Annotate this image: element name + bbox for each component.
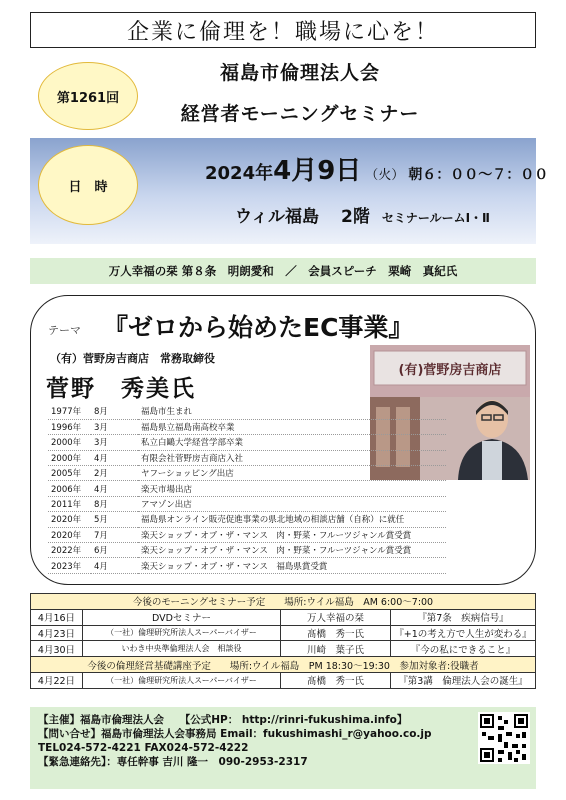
career-row — [48, 404, 446, 419]
career-event: 有限会社菅野房吉商店入社 — [138, 450, 446, 465]
career-year: 2000年 — [48, 435, 91, 450]
event-year: 2024年 — [205, 163, 274, 184]
seminar-title: 経営者モーニングセミナー — [180, 103, 420, 125]
venue-name: ウィル福島 — [235, 207, 319, 227]
slogan-text: 企業に倫理を！職場に心を！ — [126, 19, 439, 45]
career-row — [48, 496, 446, 511]
career-month: 4月 — [91, 558, 138, 573]
footer-contact — [30, 707, 536, 789]
career-row — [48, 558, 446, 573]
career-month: 2月 — [91, 466, 138, 481]
schedule-type: DVDセミナー — [83, 609, 281, 625]
footer-phone: TEL024-572-4221 FAX024-572-4222 — [38, 742, 249, 754]
basic-course-header — [31, 657, 536, 673]
schedule-row — [31, 672, 536, 688]
career-row — [48, 435, 446, 450]
career-month: 7月 — [91, 527, 138, 542]
footer-emergency: 【緊急連絡先】：専任幹事 吉川 隆一 090-2953-2317 — [38, 756, 308, 768]
career-row — [48, 481, 446, 496]
title-block — [150, 58, 450, 126]
morning-header-cell: 今後のモーニングセミナー予定 場所:ウイル福島 AM 6:00～7:00 — [31, 594, 536, 610]
lecture-theme: 『ゼロから始めたEC事業』 — [103, 313, 414, 342]
career-event: 楽天ショップ・オブ・ザ・マンス 福島県賞受賞 — [138, 558, 446, 573]
speaker-name: 菅野 秀美氏 — [46, 376, 196, 402]
venue-floor: 2階 — [340, 207, 370, 227]
career-month: 3月 — [91, 435, 138, 450]
career-month: 8月 — [91, 404, 138, 419]
session-number: 第1261回 — [56, 90, 120, 106]
career-year: 2005年 — [48, 466, 91, 481]
career-event: 福島市生まれ — [138, 404, 446, 419]
speaker-company: （有）菅野房吉商店 常務取締役 — [50, 352, 215, 365]
career-event: 楽天ショップ・オブ・ザ・マンス 肉・野菜・フルーツジャンル賞受賞 — [138, 527, 446, 542]
photo-shop-sign: (有)菅野房吉商店 — [398, 363, 502, 378]
slogan-banner — [30, 12, 536, 48]
career-year: 2020年 — [48, 512, 91, 527]
morning-schedule-header — [31, 594, 536, 610]
schedule-date: 4月22日 — [31, 672, 83, 688]
career-row — [48, 466, 446, 481]
career-event: 楽天ショップ・オブ・ザ・マンス 肉・野菜・フルーツジャンル賞受賞 — [138, 543, 446, 558]
career-table — [48, 404, 446, 574]
career-year: 2006年 — [48, 481, 91, 496]
career-event: 楽天市場出店 — [138, 481, 446, 496]
career-year: 2020年 — [48, 527, 91, 542]
career-event: ヤフーショッピング出店 — [138, 466, 446, 481]
career-event: 福島県立福島南高校卒業 — [138, 419, 446, 434]
career-month: 8月 — [91, 496, 138, 511]
career-year: 2011年 — [48, 496, 91, 511]
career-row — [48, 527, 446, 542]
career-row — [48, 450, 446, 465]
footer-host: 【主催】福島市倫理法人会 【公式HP： http://rinri-fukushima.info】 — [38, 714, 408, 726]
schedule-row — [31, 625, 536, 641]
career-event: 福島県オンライン販売促進事業の県北地域の相談店舗（自称）に就任 — [138, 512, 446, 527]
career-row — [48, 419, 446, 434]
career-row — [48, 543, 446, 558]
charter-band — [30, 258, 536, 284]
career-event: アマゾン出店 — [138, 496, 446, 511]
career-month: 5月 — [91, 512, 138, 527]
schedule-speaker: 川崎 葉子氏 — [281, 641, 391, 657]
schedule-date: 4月16日 — [31, 609, 83, 625]
schedule-topic: 『第3講 倫理法人会の誕生』 — [391, 672, 536, 688]
qr-code-icon[interactable] — [478, 712, 530, 764]
career-month: 4月 — [91, 450, 138, 465]
schedule-type: （一社）倫理研究所法人スーパーバイザー — [83, 625, 281, 641]
org-title: 福島市倫理法人会 — [219, 62, 380, 84]
career-row — [48, 512, 446, 527]
theme-label: テーマ — [48, 324, 81, 337]
schedule-topic: 『今の私にできること』 — [391, 641, 536, 657]
event-date — [205, 150, 548, 187]
schedule-row — [31, 641, 536, 657]
career-month: 6月 — [91, 543, 138, 558]
schedule-table — [30, 593, 536, 689]
schedule-speaker: 万人幸福の栞 — [281, 609, 391, 625]
schedule-type: （一社）倫理研究所法人スーパーバイザー — [83, 672, 281, 688]
career-month: 3月 — [91, 419, 138, 434]
qr-code-graphic — [478, 712, 530, 764]
schedule-date: 4月30日 — [31, 641, 83, 657]
schedule-type: いわき中央準倫理法人会 相談役 — [83, 641, 281, 657]
schedule-date: 4月23日 — [31, 625, 83, 641]
footer-contact-email: 【問い合せ】福島市倫理法人会事務局 Email：fukushimashi_r@yahoo.co.jp — [38, 728, 432, 740]
basic-header-cell: 今後の倫理経営基礎講座予定 場所:ウイル福島 PM 18:30～19:30 参加対象者:役職者 — [31, 657, 536, 673]
charter-text: 万人幸福の栞 第８条 明朗愛和 ／ 会員スピーチ 栗崎 真紀氏 — [108, 264, 458, 278]
career-month: 4月 — [91, 481, 138, 496]
schedule-topic: 『第7条 疾病信号』 — [391, 609, 536, 625]
event-month-day: 4月9日 — [273, 156, 362, 186]
career-year: 2022年 — [48, 543, 91, 558]
career-year: 1996年 — [48, 419, 91, 434]
schedule-topic: 『+1の考え方で人生が変わる』 — [391, 625, 536, 641]
career-event: 私立白鷗大学経営学部卒業 — [138, 435, 446, 450]
career-year: 2000年 — [48, 450, 91, 465]
date-label: 日 時 — [68, 179, 108, 195]
schedule-speaker: 髙橋 秀一氏 — [281, 625, 391, 641]
session-number-badge — [38, 62, 138, 130]
event-time: 朝６：００～７：００ — [408, 167, 549, 183]
event-venue — [235, 202, 490, 227]
career-year: 2023年 — [48, 558, 91, 573]
schedule-speaker: 髙橋 秀一氏 — [281, 672, 391, 688]
schedule-row — [31, 609, 536, 625]
career-year: 1977年 — [48, 404, 91, 419]
date-label-badge — [38, 145, 138, 225]
venue-room: セミナールームⅠ・Ⅱ — [381, 211, 490, 225]
event-weekday: （火） — [365, 168, 405, 183]
